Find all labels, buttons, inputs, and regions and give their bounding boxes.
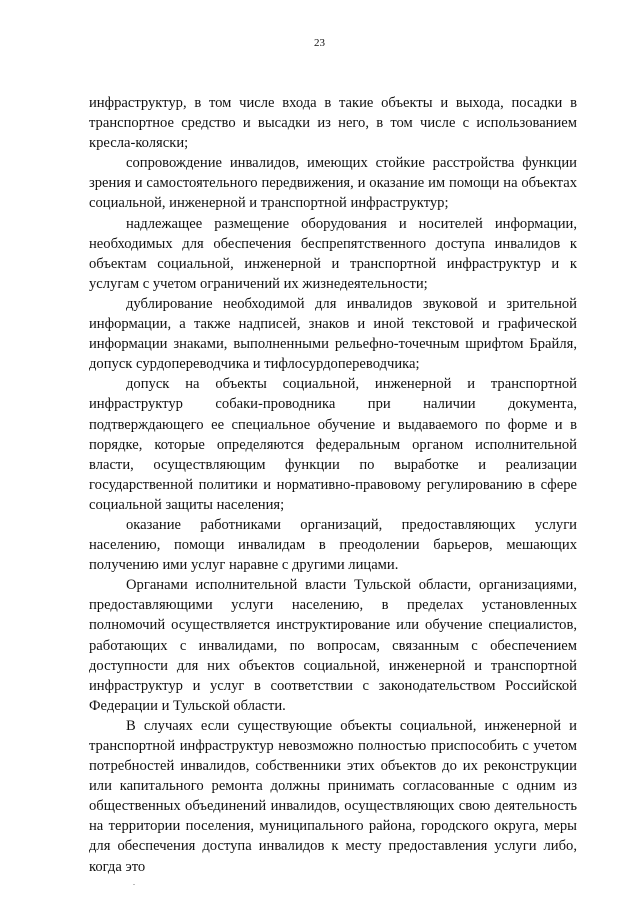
paragraph-staff-training: Органами исполнительной власти Тульской области, организациями, предоставляющими услуги населению, в пределах установленных полномочий осуществляется инструктирование или обучение специалистов, работающих с инвалидами, по вопросам, связанным с обеспечением доступности для них объектов социальной, инженерной и транспортной инфраструктур и услуг в соответствии с законодательством Российской Федерации и Тульской области. (89, 577, 577, 714)
paragraph-continuation: инфраструктур, в том числе входа в такие объекты и выхода, посадки в транспортное средство и высадки из него, в том числе с использованием кресла-коляски; (89, 95, 577, 152)
paragraph-guide-dog-admission: допуск на объекты социальной, инженерной и транспортной инфраструктур собаки-проводника при наличии документа, подтверждающего ее специальное обучение и выдаваемого по форме и в порядке, которые определяются федеральным органом исполнительной власти, осуществляющим функции по выработке и реализации государственной политики и нормативно-правовому регулированию в сфере социальной защиты населения; (89, 376, 577, 513)
document-body (89, 93, 577, 877)
page-number: 23 (314, 37, 325, 49)
paragraph-escort-assistance: сопровождение инвалидов, имеющих стойкие расстройства функции зрения и самостоятельного передвижения, и оказание им помощи на объектах социальной, инженерной и транспортной инфраструктур; (89, 155, 577, 212)
paragraph-staff-assistance: оказание работниками организаций, предоставляющих услуги населению, помощи инвалидам в преодолении барьеров, мешающих получению ими услуг наравне с другими лицами. (89, 516, 577, 574)
paragraph-information-duplication: дублирование необходимой для инвалидов звуковой и зрительной информации, а также надписей, знаков и иной текстовой и графической информации знаками, выполненными рельефно-точечным шрифтом Брайля, допуск сурдопереводчика и тифлосурдопереводчика; (89, 295, 577, 373)
paragraph-equipment-placement: надлежащее размещение оборудования и носителей информации, необходимых для обеспечения беспрепятственного доступа инвалидов к объектам социальной, инженерной и транспортной инфраструктур и к услугам с учетом ограничений их жизнедеятельности; (89, 215, 577, 292)
scan-speck (133, 884, 135, 885)
paragraph-existing-objects: В случаях если существующие объекты социальной, инженерной и транспортной инфраструктур невозможно полностью приспособить с учетом потребностей инвалидов, собственники этих объектов до их реконструкции или капитального ремонта должны принимать согласованные с одним из общественных объединений инвалидов, осуществляющих свою деятельность на территории поселения, муниципального района, городского округа, меры для обеспечения доступа инвалидов к месту предоставления услуги либо, когда это (89, 717, 577, 875)
